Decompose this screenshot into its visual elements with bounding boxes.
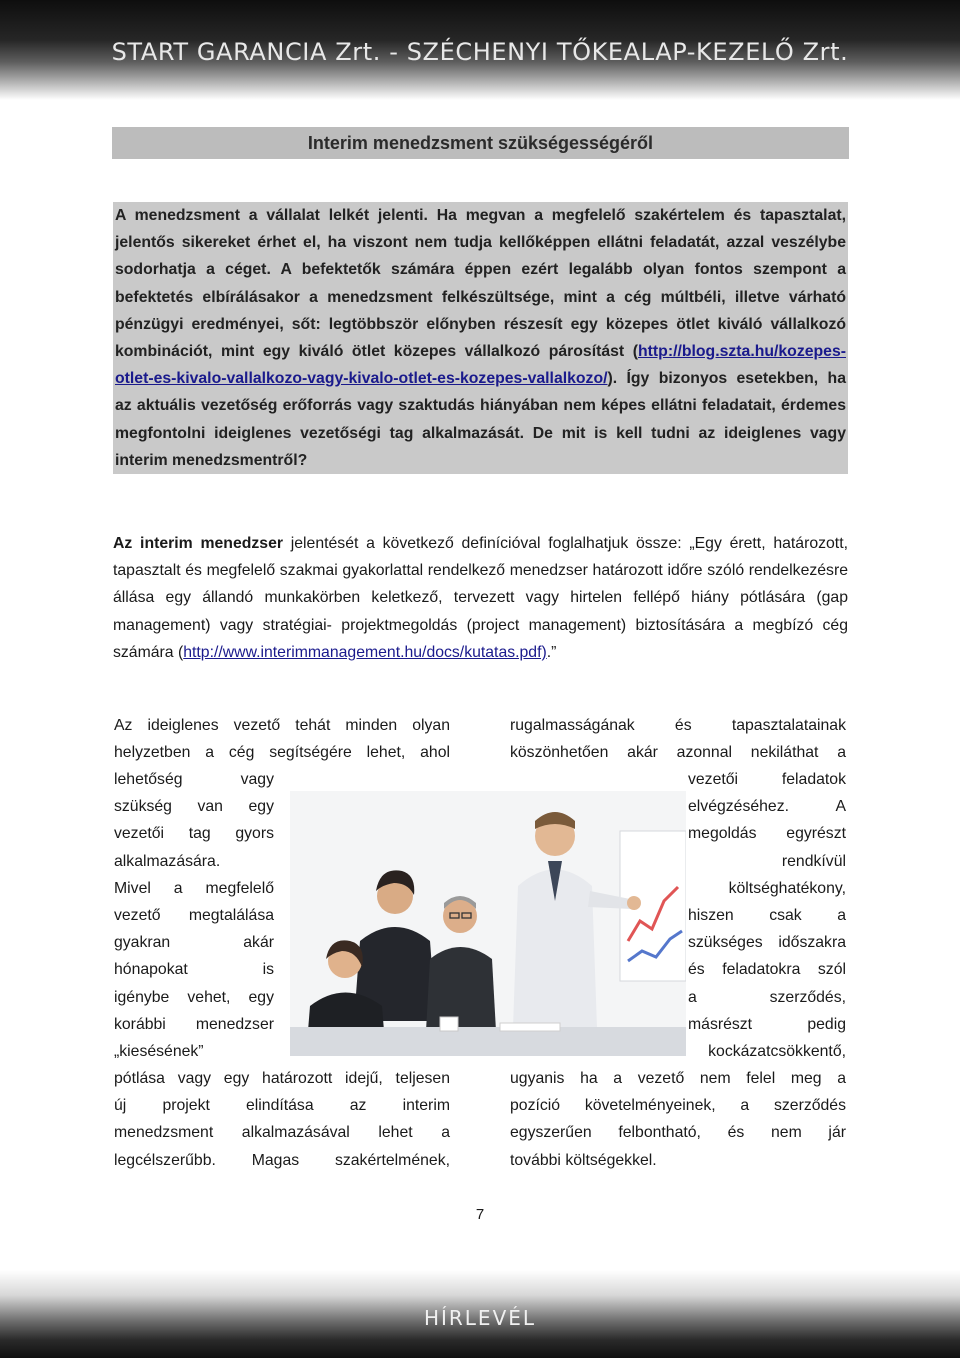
- text-line: szükséges időszakra: [688, 934, 846, 952]
- blog-link[interactable]: http://blog.szta.hu/kozepes-otlet-es-kivalo-vallalkozo-vagy-kivalo-otlet-es-kozepes-vallalkozo/: [115, 343, 846, 388]
- page-header: [0, 0, 960, 100]
- intro-text-after: ). Így bizonyos esetekben, ha az aktuális vezetőség erőforrás vagy szaktudás hiányában nem képes ellátni feladatait, érdemes megfontolni ideiglenes vezetőségi tag alkalmazását. De mit is kell tudni az ideiglenes vagy interim menedzsmentről?: [115, 370, 846, 469]
- definition-paragraph: [113, 530, 848, 666]
- text-line: helyzetben a cég segítségére lehet, ahol: [114, 744, 450, 762]
- text-line: vezetői tag gyors: [114, 825, 274, 843]
- right-column-narrow: [688, 766, 846, 1065]
- text-line: vezetői feladatok: [688, 771, 846, 788]
- left-column-top: [114, 712, 450, 766]
- text-line: új projekt elindítása az interim: [114, 1097, 450, 1115]
- definition-closing: .”: [546, 643, 557, 661]
- text-line: lehetőség vagy: [114, 771, 274, 788]
- business-meeting-photo: [290, 791, 686, 1056]
- text-line: ugyanis ha a vezető nem felel meg a: [510, 1070, 846, 1087]
- text-line: hiszen csak a: [688, 907, 846, 925]
- text-line: költséghatékony,: [728, 879, 846, 897]
- text-line: kockázatcsökkentő,: [708, 1043, 846, 1061]
- text-line: pozíció követelményeinek, a szerződés: [510, 1097, 846, 1115]
- meeting-illustration: [290, 791, 686, 1056]
- left-column-bottom: [114, 1065, 450, 1174]
- text-line: és feladatokra szól: [688, 961, 846, 979]
- text-line: Az ideiglenes vezető tehát minden olyan: [114, 717, 450, 734]
- text-line: hónapokat is: [114, 961, 274, 979]
- text-line: gyakran akár: [114, 934, 274, 952]
- text-line: elvégzéséhez. A: [688, 798, 846, 816]
- text-line: rendkívül: [781, 852, 846, 870]
- text-line: rugalmasságának és tapasztalatainak: [510, 717, 846, 734]
- definition-text: jelentését a következő definícióval foglalhatjuk össze: „Egy érett, határozott, tapasztalt és megfelelő szakmai gyakorlattal rendelkező menedzser határozott időre szóló rendelkezésre állása egy állandó munkakörben keletkező, tervezett vagy hirtelen fellépő hiány pótlására (gap management) vagy stratégiai- projektmegoldás (project management) biztosítására a megbízó cég számára (: [113, 535, 848, 661]
- definition-term: Az interim menedzser: [113, 535, 283, 552]
- text-line: menedzsment alkalmazásával lehet a: [114, 1124, 450, 1142]
- text-line: „kiesésének”: [114, 1043, 204, 1061]
- text-line: korábbi menedzser: [114, 1015, 274, 1033]
- header-title: START GARANCIA Zrt. - SZÉCHENYI TŐKEALAP-KEZELŐ Zrt.: [111, 38, 849, 66]
- text-line: másrészt pedig: [688, 1015, 846, 1033]
- footer-title: HÍRLEVÉL: [423, 1306, 537, 1330]
- page-number: 7: [475, 1206, 485, 1223]
- intro-text: A menedzsment a vállalat lelkét jelenti. Ha megvan a megfelelő szakértelem és tapasztalat, jelentős sikereket érhet el, ha viszont nem tudja kellőképpen ellátni feladatát, azzal veszélybe sodorhatja a céget. A befektetők számára éppen ezért legalább olyan fontos szempont a befektetés elbírálásakor a menedzsment felkészültsége, mint a cég múltbéli, illetve várható pénzügyi eredményei, sőt: legtöbbször előnyben részesít egy közepes ötlet kiváló vállalkozó kombinációt, mint egy kiváló ötlet közepes vállalkozó párosítást (: [115, 207, 846, 361]
- text-line: vezető megtalálása: [114, 907, 274, 925]
- text-line: Mivel a megfelelő: [114, 879, 274, 897]
- right-column-bottom: [510, 1065, 846, 1174]
- text-line: megoldás egyrészt: [688, 825, 846, 843]
- left-column-narrow: [114, 766, 274, 1065]
- text-line: egyszerűen felbontható, és nem jár: [510, 1124, 846, 1142]
- right-column-top: [510, 712, 846, 766]
- text-line: alkalmazására.: [114, 852, 221, 870]
- text-line: igénybe vehet, egy: [114, 988, 274, 1006]
- text-line: szükség van egy: [114, 798, 274, 816]
- text-line: pótlása vagy egy határozott idejű, teljesen: [114, 1070, 450, 1087]
- intro-paragraph: [113, 202, 848, 474]
- text-line: további költségekkel.: [510, 1151, 657, 1169]
- text-line: köszönhetően akár azonnal nekiláthat a: [510, 744, 846, 762]
- text-line: a szerződés,: [688, 988, 846, 1006]
- study-link[interactable]: http://www.interimmanagement.hu/docs/kutatas.pdf): [183, 643, 547, 661]
- section-title: Interim menedzsment szükségességéről: [112, 127, 849, 159]
- text-line: legcélszerűbb. Magas szakértelmének,: [114, 1151, 450, 1169]
